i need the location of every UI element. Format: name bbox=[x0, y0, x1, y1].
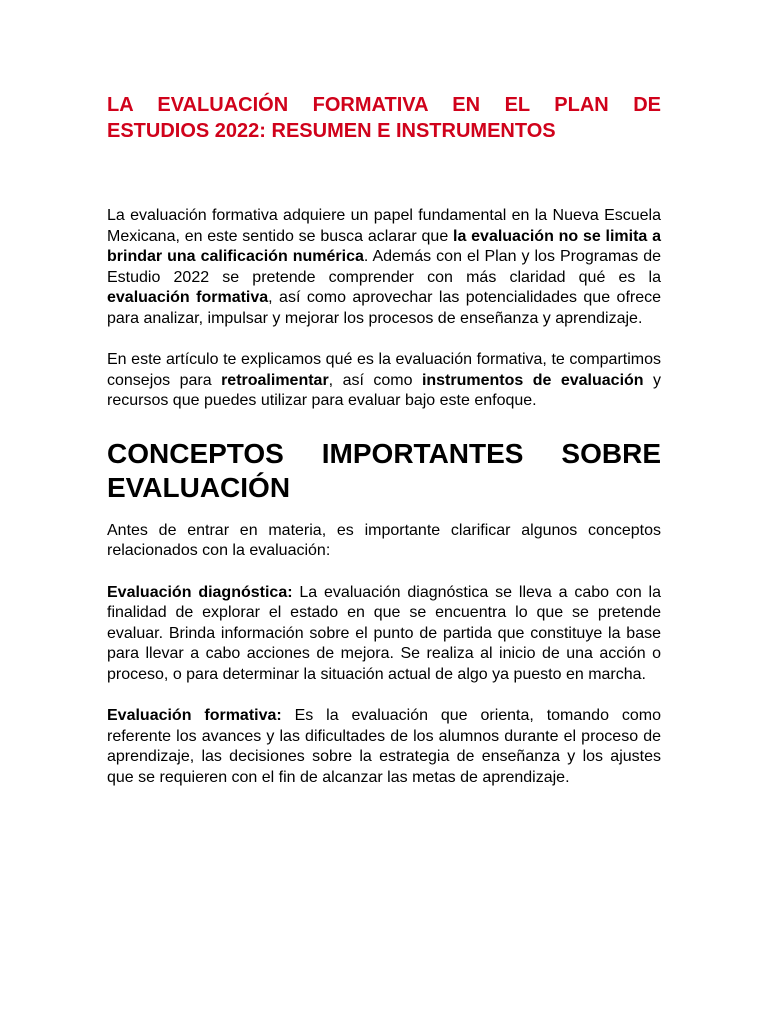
document-body bbox=[107, 92, 661, 788]
intro-p2-text-a: En este artículo te explicamos qué es la evaluación formativa, te compartimos consejos para bbox=[107, 351, 661, 389]
title-line-2: ESTUDIOS 2022: RESUMEN E INSTRUMENTOS bbox=[107, 120, 556, 142]
intro-p2-bold-a: retroalimentar bbox=[221, 371, 329, 389]
formative-term: Evaluación formativa: bbox=[107, 707, 282, 724]
title-line-1: LA EVALUACIÓN FORMATIVA EN EL PLAN DE bbox=[107, 94, 661, 116]
document-title bbox=[107, 92, 661, 144]
intro-p2-bold-b: instrumentos de evaluación bbox=[421, 371, 644, 389]
intro-p1-bold-a: la evaluación no se limita a brindar una calificación numérica bbox=[107, 227, 662, 265]
section-lead: Antes de entrar en materia, es importante clarificar algunos conceptos relacionados con la evaluación: bbox=[107, 521, 661, 559]
intro-paragraph-2 bbox=[107, 350, 661, 412]
diagnostic-definition bbox=[107, 583, 661, 686]
formative-definition bbox=[107, 706, 661, 788]
intro-p2-text-c: y recursos que puedes utilizar para evaluar bajo este enfoque. bbox=[107, 371, 662, 409]
intro-p2-text-b: , así como bbox=[328, 371, 422, 389]
intro-p1-bold-b: evaluación formativa bbox=[107, 289, 269, 306]
section-heading bbox=[107, 437, 661, 505]
intro-p1-text-a: La evaluación formativa adquiere un papel fundamental en la Nueva Escuela Mexicana, en este sentido se busca aclarar que bbox=[107, 207, 661, 245]
intro-p1-text-b: . Además con el Plan y los Programas de Estudio 2022 se pretende comprender con más claridad qué es la bbox=[107, 248, 662, 286]
diagnostic-term: Evaluación diagnóstica: bbox=[107, 583, 293, 601]
section-heading-line-1: CONCEPTOS IMPORTANTES SOBRE bbox=[107, 437, 661, 469]
intro-p1-text-c: , así como aprovechar las potencialidades que ofrece para analizar, impulsar y mejorar los procesos de enseñanza y aprendizaje. bbox=[107, 289, 662, 327]
formative-text: Es la evaluación que orienta, tomando como referente los avances y las dificultades de los alumnos durante el proceso de aprendizaje, las decisiones sobre la estrategia de enseñanza y los ajustes que se requieren con el fin de alcanzar las metas de aprendizaje. bbox=[107, 707, 661, 786]
intro-paragraph-1 bbox=[107, 206, 661, 329]
section-heading-line-2: EVALUACIÓN bbox=[107, 471, 291, 503]
diagnostic-text: La evaluación diagnóstica se lleva a cabo con la finalidad de explorar el estado en que se encuentra lo que se pretende evaluar. Brinda información sobre el punto de partida que constituye la base para llevar a cabo acciones de mejora. Se realiza al inicio de una acción o proceso, o para determinar la situación actual de algo ya puesto en marcha. bbox=[107, 583, 662, 683]
